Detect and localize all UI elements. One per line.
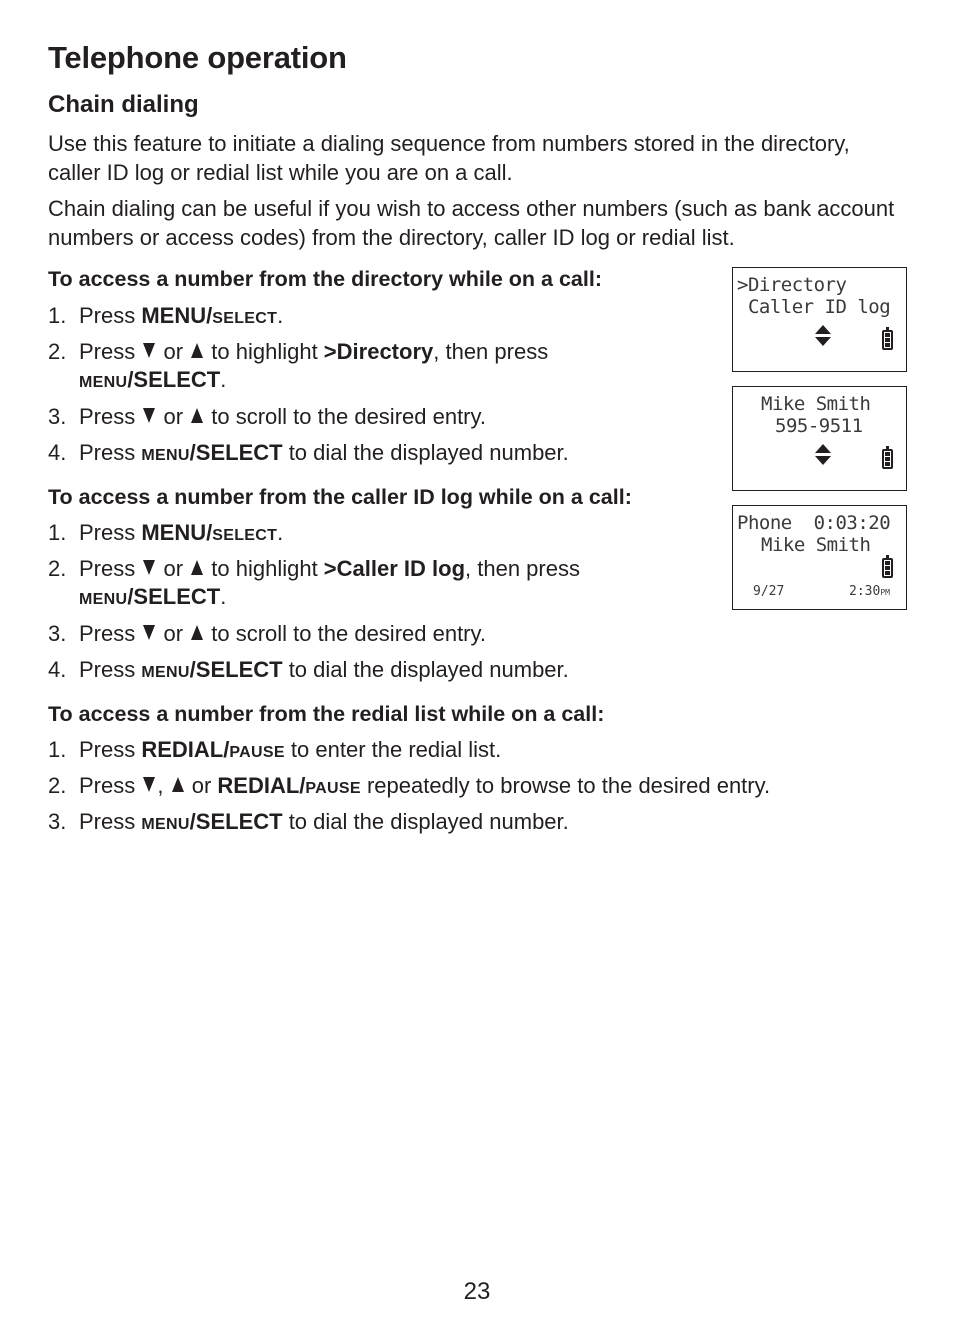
callerid-step-1 — [48, 519, 283, 550]
key-label-small: PAUSE — [305, 780, 361, 797]
step-text: or — [185, 773, 218, 798]
callerid-step-3 — [48, 620, 486, 648]
key-label-small: PAUSE — [229, 744, 285, 761]
key-label-small: MENU — [141, 447, 190, 464]
key-label-small: MENU — [79, 591, 128, 608]
step-text: Press — [79, 556, 142, 581]
step-text: to dial the displayed number. — [282, 440, 569, 465]
step-text: to enter the redial list. — [284, 737, 502, 762]
handset-screen-call — [732, 505, 907, 610]
key-label-small: SELECT — [212, 527, 278, 544]
step-number: 2. — [48, 339, 67, 364]
screen-time-ampm: PM — [880, 588, 890, 597]
key-label: /SELECT — [127, 367, 221, 392]
key-label: /SELECT — [189, 809, 283, 834]
battery-icon — [882, 449, 893, 469]
step-text: Press — [79, 621, 142, 646]
step-text: , then press — [433, 339, 549, 364]
step-text: Press — [79, 404, 142, 429]
step-number: 1. — [48, 520, 67, 545]
redial-step-3 — [48, 808, 569, 839]
step-number: 4. — [48, 440, 67, 465]
menu-item-name: >Caller ID log — [323, 556, 466, 581]
step-number: 2. — [48, 773, 67, 798]
step-text: to dial the displayed number. — [282, 809, 569, 834]
key-label-small: MENU — [141, 816, 190, 833]
key-label-small: MENU — [141, 664, 190, 681]
up-down-arrow-icon — [815, 444, 831, 466]
redial-step-1 — [48, 736, 501, 767]
step-text: to dial the displayed number. — [282, 657, 569, 682]
step-text: Press — [79, 737, 142, 762]
redial-heading: To access a number from the redial list while on a call: — [48, 702, 605, 726]
step-number: 1. — [48, 737, 67, 762]
callerid-step-4 — [48, 656, 569, 687]
down-arrow-icon — [143, 560, 155, 575]
step-text: . — [220, 584, 227, 609]
key-label: MENU/ — [141, 520, 213, 545]
page-number: 23 — [463, 1278, 491, 1305]
key-label: /SELECT — [127, 584, 221, 609]
key-label: REDIAL/ — [141, 737, 230, 762]
step-number: 1. — [48, 303, 67, 328]
battery-icon — [882, 330, 893, 350]
key-label: /SELECT — [189, 440, 283, 465]
step-text: Press — [79, 303, 142, 328]
callerid-heading: To access a number from the caller ID log while on a call: — [48, 485, 632, 509]
step-number: 3. — [48, 404, 67, 429]
step-text: Press — [79, 440, 142, 465]
down-arrow-icon — [143, 408, 155, 423]
step-text: or — [157, 339, 190, 364]
screen-time-value: 2:30 — [849, 584, 881, 599]
step-text: , — [157, 773, 170, 798]
down-arrow-icon — [143, 777, 155, 792]
step-number: 3. — [48, 621, 67, 646]
step-text: to highlight — [205, 339, 324, 364]
key-label-small: MENU — [79, 374, 128, 391]
screen-line-2: Caller ID log — [737, 296, 891, 318]
handset-screen-entry — [732, 386, 907, 491]
redial-step-2 — [48, 772, 770, 803]
down-arrow-icon — [143, 625, 155, 640]
directory-step-4 — [48, 439, 569, 470]
screen-time — [849, 584, 890, 599]
intro-paragraph-1: Use this feature to initiate a dialing sequence from numbers stored in the directory, caller ID log or redial list while you are on a call. — [48, 131, 850, 185]
handset-screen-menu — [732, 267, 907, 372]
directory-step-2 — [48, 338, 548, 397]
step-text: or — [157, 621, 190, 646]
up-arrow-icon — [191, 408, 203, 423]
screen-line-1: >Directory — [737, 274, 847, 296]
callerid-step-2 — [48, 555, 580, 614]
step-number: 2. — [48, 556, 67, 581]
step-text: Press — [79, 657, 142, 682]
key-label: /SELECT — [189, 657, 283, 682]
step-text: to highlight — [205, 556, 324, 581]
up-arrow-icon — [191, 625, 203, 640]
step-text: Press — [79, 520, 142, 545]
step-text: to scroll to the desired entry. — [205, 404, 486, 429]
step-text: repeatedly to browse to the desired entry. — [360, 773, 771, 798]
up-arrow-icon — [191, 343, 203, 358]
contact-name: Mike Smith — [761, 393, 871, 415]
step-text: Press — [79, 809, 142, 834]
screen-date: 9/27 — [753, 584, 785, 599]
call-timer-line: Phone 0:03:20 — [737, 512, 891, 534]
key-label: MENU/ — [141, 303, 213, 328]
down-arrow-icon — [143, 343, 155, 358]
step-text: , then press — [465, 556, 580, 581]
menu-item-name: >Directory — [323, 339, 434, 364]
caller-name: Mike Smith — [761, 534, 871, 556]
step-text: Press — [79, 773, 142, 798]
key-label-small: SELECT — [212, 310, 278, 327]
up-down-arrow-icon — [815, 325, 831, 347]
step-text: . — [220, 367, 227, 392]
key-label: REDIAL/ — [217, 773, 306, 798]
section-title: Chain dialing — [48, 91, 199, 118]
step-text: Press — [79, 339, 142, 364]
up-arrow-icon — [191, 560, 203, 575]
step-text: to scroll to the desired entry. — [205, 621, 486, 646]
step-number: 4. — [48, 657, 67, 682]
step-text: or — [157, 404, 190, 429]
step-text: . — [277, 520, 284, 545]
contact-number: 595-9511 — [775, 415, 863, 437]
intro-paragraph-2: Chain dialing can be useful if you wish to access other numbers (such as bank account numbers or access codes) from the directory, caller ID log or redial list. — [48, 196, 895, 250]
page-title: Telephone operation — [48, 40, 347, 75]
directory-step-3 — [48, 403, 486, 431]
directory-step-1 — [48, 302, 283, 333]
step-text: . — [277, 303, 284, 328]
step-number: 3. — [48, 809, 67, 834]
battery-icon — [882, 558, 893, 578]
step-text: or — [157, 556, 190, 581]
up-arrow-icon — [172, 777, 184, 792]
directory-heading: To access a number from the directory while on a call: — [48, 267, 602, 291]
